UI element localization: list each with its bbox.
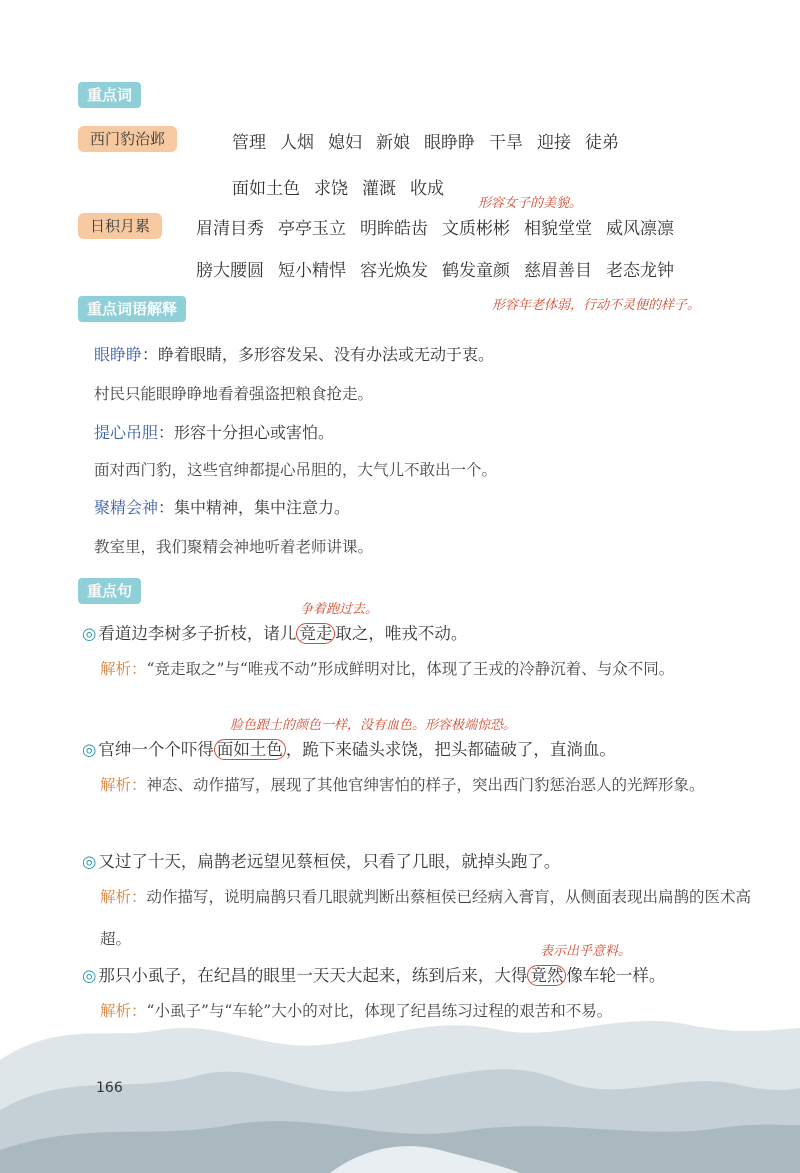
word: 眼睁睁 [424, 133, 475, 153]
sentence-text: 取之，唯戎不动。 [335, 624, 468, 643]
word: 求饶 [314, 179, 348, 199]
analysis-text: 动作描写，说明扁鹊只看几眼就判断出蔡桓侯已经病入膏肓，从侧面表现出扁鹊的医术高超。 [100, 888, 752, 948]
note-female-beauty: 形容女子的美貌。 [478, 196, 583, 211]
bullet-icon: ◎ [82, 852, 97, 871]
analysis-text: “竞走取之”与“唯戎不动”形成鲜明对比，体现了王戎的冷静沉着、与众不同。 [146, 660, 675, 678]
sentence-text: 那只小虱子，在纪昌的眼里一天天大起来，练到后来，大得 [98, 966, 528, 985]
word: 迎接 [537, 133, 571, 153]
section-tag-word-explanations: 重点词语解释 [78, 296, 186, 322]
analysis-label: 解析： [100, 888, 147, 906]
word: 威风凛凛 [606, 219, 674, 239]
word: 老态龙钟 [606, 261, 674, 281]
sentence-3 [82, 848, 560, 872]
analysis-text: 神态、动作描写，展现了其他官绅害怕的样子，突出西门豹惩治恶人的光辉形象。 [146, 776, 705, 794]
bullet-icon: ◎ [82, 624, 97, 643]
sentence-text: 又过了十天，扁鹊老远望见蔡桓侯，只看了几眼，就掉头跑了。 [98, 852, 561, 871]
meaning: ：形容十分担心或害怕。 [158, 423, 335, 442]
section-tag-key-words: 重点词 [78, 82, 141, 108]
analysis-text: “小虱子”与“车轮”大小的对比，体现了纪昌练习过程的艰苦和不易。 [146, 1002, 613, 1020]
category-ximen: 西门豹治邺 [78, 126, 177, 152]
example-2: 面对西门豹，这些官绅都提心吊胆的，大气儿不敢出一个。 [94, 461, 498, 479]
word: 慈眉善目 [524, 261, 592, 281]
term: 眼睁睁 [94, 345, 143, 364]
analysis-label: 解析： [100, 776, 147, 794]
note-s1: 争着跑过去。 [300, 602, 379, 617]
sentence-2 [82, 736, 616, 760]
word: 干旱 [489, 133, 523, 153]
note-s2: 脸色跟土的颜色一样，没有血色。形容极端惊恐。 [230, 718, 517, 733]
section-tag-key-sentences: 重点句 [78, 578, 141, 604]
word: 短小精悍 [278, 261, 346, 281]
word: 眉清目秀 [196, 219, 264, 239]
word: 相貌堂堂 [524, 219, 592, 239]
sentence-1 [82, 620, 467, 644]
bullet-icon: ◎ [82, 966, 97, 985]
word: 徒弟 [585, 133, 619, 153]
analysis-label: 解析： [100, 1002, 147, 1020]
sentence-text: 像车轮一样。 [566, 966, 666, 985]
analysis-label: 解析： [100, 660, 147, 678]
word: 灌溉 [362, 179, 396, 199]
word: 容光焕发 [360, 261, 428, 281]
definition-2 [94, 420, 334, 443]
word: 明眸皓齿 [360, 219, 428, 239]
example-3: 教室里，我们聚精会神地听着老师讲课。 [94, 538, 374, 556]
word: 面如土色 [232, 179, 300, 199]
circled-word: 竟然 [527, 965, 566, 986]
meaning: ：睁着眼睛，多形容发呆、没有办法或无动于衷。 [142, 345, 495, 364]
category-riji: 日积月累 [78, 213, 162, 239]
note-old-frail: 形容年老体弱，行动不灵便的样子。 [492, 298, 701, 313]
term: 聚精会神 [94, 498, 159, 517]
word: 亭亭玉立 [278, 219, 346, 239]
analysis-1 [100, 648, 780, 690]
sentence-text: 看道边李树多子折枝，诸儿 [98, 624, 297, 643]
circled-word: 竞走 [296, 623, 335, 644]
word: 管理 [232, 133, 266, 153]
word: 鹤发童颜 [442, 261, 510, 281]
note-s4: 表示出乎意料。 [540, 944, 632, 959]
bullet-icon: ◎ [82, 740, 97, 759]
word: 文质彬彬 [442, 219, 510, 239]
example-1: 村民只能眼睁睁地看着强盗把粮食抢走。 [94, 385, 374, 403]
definition-3 [94, 495, 350, 518]
sentence-text: 官绅一个个吓得 [98, 740, 214, 759]
circled-word: 面如土色 [214, 739, 286, 760]
riji-words-row2 [196, 256, 688, 281]
word: 媳妇 [328, 133, 362, 153]
analysis-2 [100, 764, 780, 806]
ximen-words-row1 [232, 128, 633, 153]
meaning: ：集中精神，集中注意力。 [158, 498, 351, 517]
word: 人烟 [280, 133, 314, 153]
term: 提心吊胆 [94, 423, 159, 442]
word: 新娘 [376, 133, 410, 153]
analysis-3 [100, 876, 780, 960]
sentence-4 [82, 962, 665, 986]
word: 膀大腰圆 [196, 261, 264, 281]
word: 收成 [410, 179, 444, 199]
page-number: 166 [96, 1080, 123, 1096]
ximen-words-row2 [232, 174, 458, 199]
definition-1 [94, 342, 494, 365]
riji-words-row1 [196, 214, 688, 239]
sentence-text: ，跪下来磕头求饶，把头都磕破了，直淌血。 [285, 740, 616, 759]
